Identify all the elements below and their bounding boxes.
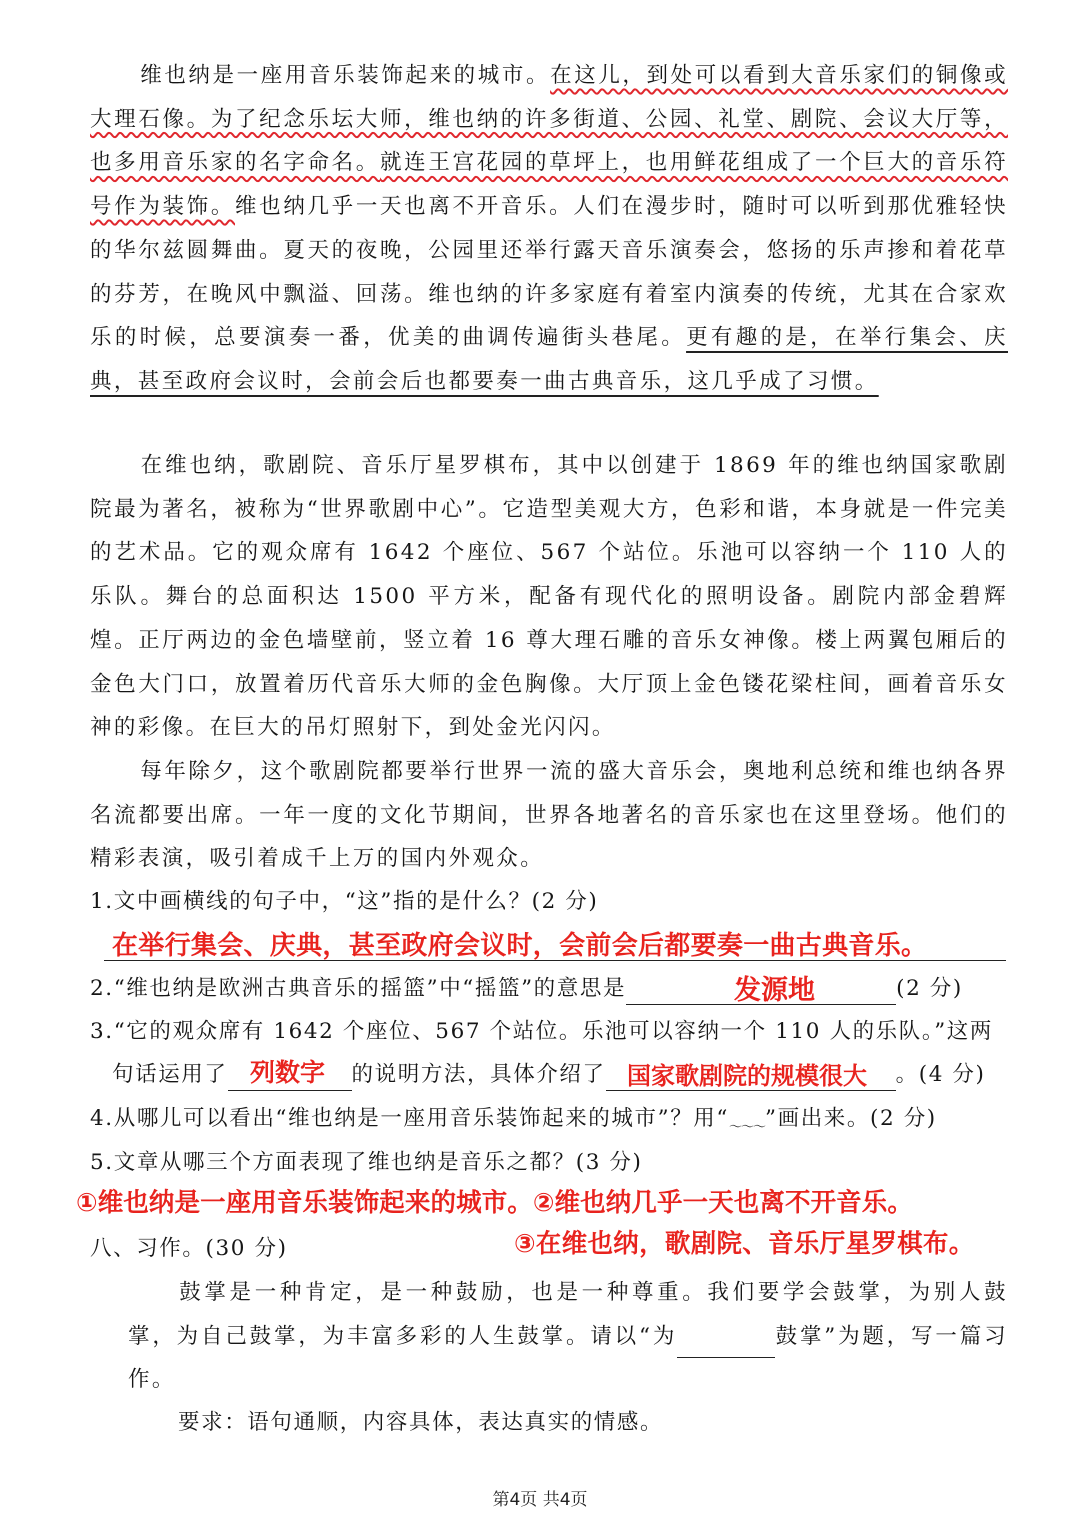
answer-1: 在举行集会、庆典，甚至政府会议时，会前会后都要奏一曲古典音乐。	[112, 931, 928, 961]
section-8-requirement: 要求：语句通顺，内容具体，表达真实的情感。	[178, 1410, 664, 1435]
question-4-suffix: ”画出来。(2 分)	[765, 1106, 937, 1131]
wavy-sentence-3: 为了纪念乐坛大师，维也纳的许多街道、公园、礼堂、剧院、会议大厅等，也多用音乐家的名字命名。	[90, 106, 1008, 176]
section-8-prompt-b: 鼓掌”为题，写一篇习作。	[128, 1323, 1008, 1393]
question-3-suffix: 。(4 分)	[895, 1062, 986, 1087]
question-4	[90, 1103, 937, 1144]
answer-2: 发源地	[734, 975, 815, 1006]
wavy-line-mark: ～～～	[729, 1120, 766, 1135]
passage-paragraph-2	[90, 444, 1008, 750]
wavy-sentence-2: 在这儿，到处可以看到大音乐家们的铜像或大理石像。	[90, 63, 1008, 132]
answer-5-line-2: ③在维也纳，歌剧院、音乐厅星罗棋布。	[514, 1229, 975, 1259]
section-8-prompt	[128, 1271, 1008, 1402]
question-2	[90, 973, 963, 1005]
question-3-prefix: 句话运用了	[112, 1062, 228, 1087]
sentence-1: 维也纳是一座用音乐装饰起来的城市。	[140, 63, 551, 88]
sentence-5: 维也纳几乎一天也离不开音乐。人们在漫步时，随时可以听到那优雅轻快的华尔兹圆舞曲。夏天的夜晚，公园里还举行露天音乐演奏会，悠扬的乐声掺和着花草的芬芳，在晚风中飘溢、回荡。维也纳的许多家庭有着室内演奏的传统，尤其在合家欢乐的时候，总要演奏一番，优美的曲调传遍街头巷尾。	[90, 194, 1008, 351]
paragraph-2-text: 在维也纳，歌剧院、音乐厅星罗棋布，其中以创建于 1869 年的维也纳国家歌剧院最为著名，被称为“世界歌剧中心”。它造型美观大方，色彩和谐，本身就是一件完美的艺术品。它的观众席有 1642 个座位、567 个站位。乐池可以容纳一个 110 人的乐队。舞台的总面积达 1500 平方米，配备有现代化的照明设备。剧院内部金碧辉煌。正厅两边的金色墙壁前，竖立着 16 尊大理石雕的音乐女神像。楼上两翼包厢后的金色大门口，放置着历代音乐大师的金色胸像。大厅顶上金色镂花梁柱间，画着音乐女神的彩像。在巨大的吊灯照射下，到处金光闪闪。	[90, 453, 1008, 741]
title-blank[interactable]	[677, 1335, 775, 1358]
section-8-prompt-a: 鼓掌是一种肯定，是一种鼓励，也是一种尊重。我们要学会鼓掌，为别人鼓掌，为自己鼓掌，为丰富多彩的人生鼓掌。请以“为	[128, 1280, 1008, 1349]
answer-3-content: 国家歌剧院的规模很大	[627, 1062, 867, 1090]
answer-3-method: 列数字	[250, 1058, 326, 1087]
wavy-sentence-4: 就连王宫花园的草坪上，也用鲜花组成了一个巨大的音乐符号作为装饰。	[90, 150, 1008, 220]
section-8-heading: 八、习作。(30 分)	[90, 1236, 288, 1261]
page-footer: 第4页 共4页	[492, 1490, 588, 1510]
answer-1-line	[104, 960, 1006, 961]
question-4-prefix: 4.从哪儿可以看出“维也纳是一座用音乐装饰起来的城市”？用“	[90, 1106, 729, 1131]
underlined-sentence-6: 更有趣的是，在举行集会、庆典，甚至政府会议时，会前会后也都要奏一曲古典音乐，这几乎成了习惯。	[90, 325, 1008, 394]
question-5: 5.文章从哪三个方面表现了维也纳是音乐之都？(3 分)	[90, 1150, 643, 1175]
paragraph-3-text: 每年除夕，这个歌剧院都要举行世界一流的盛大音乐会，奥地利总统和维也纳各界名流都要出席。一年一度的文化节期间，世界各地著名的音乐家也在这里登场。他们的精彩表演，吸引着成千上万的国内外观众。	[90, 759, 1008, 872]
question-2-suffix: (2 分)	[896, 976, 963, 1001]
question-3-middle: 的说明方法，具体介绍了	[351, 1062, 606, 1087]
question-1: 1.文中画横线的句子中，“这”指的是什么？(2 分)	[90, 889, 599, 914]
passage-paragraph-1	[90, 54, 1008, 404]
passage-paragraph-3	[90, 750, 1008, 881]
question-3-line-1: 3.“它的观众席有 1642 个座位、567 个站位。乐池可以容纳一个 110 人的乐队。”这两	[90, 1019, 994, 1044]
question-2-prefix: 2.“维也纳是欧洲古典音乐的摇篮”中“摇篮”的意思是	[90, 976, 627, 1001]
answer-5-line-1: ①维也纳是一座用音乐装饰起来的城市。②维也纳几乎一天也离不开音乐。	[76, 1188, 913, 1218]
